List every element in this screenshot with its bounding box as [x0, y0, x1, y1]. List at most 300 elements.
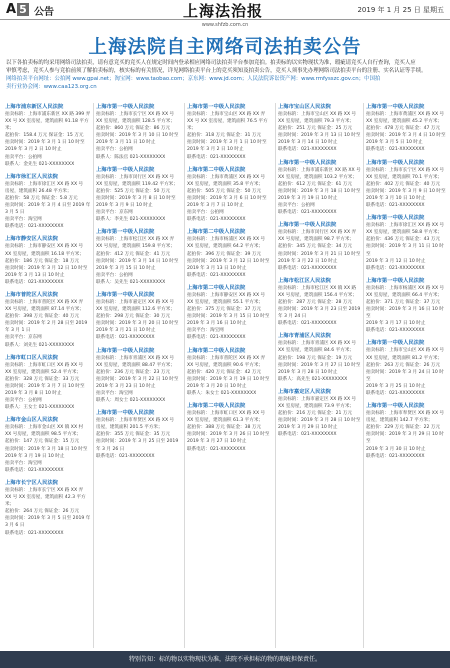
notice-body: [5, 243, 91, 286]
auction-notice: [5, 173, 91, 231]
auction-notice: [96, 347, 182, 405]
court-name: 上海市青浦区人民法院: [278, 333, 331, 340]
notice-line: 拍卖平台：公拍网: [96, 272, 133, 278]
website-url[interactable]: www.shfzb.com.cn: [201, 22, 249, 28]
notice-line: 拍卖平台：淘宝网: [5, 217, 42, 223]
notice-line: 起拍价：525 万元 保证金：50 万元: [96, 188, 171, 194]
notice-line: 拍卖时间：2019 年 3 月 10 日 10 时至: [96, 133, 179, 139]
notice-line: 2019 年 3 月 29 日 10 时止: [278, 425, 338, 431]
auction-notice: [278, 103, 364, 154]
auction-notice: [366, 159, 446, 210]
notice-line: XX 室房屋，建筑面积 55.1 平方米；: [187, 299, 264, 305]
court-name: 上海市第一中级人民法院: [96, 104, 155, 110]
notice-line: 2019 年 3 月 2 日 10 时止: [187, 147, 244, 153]
notice-body: [5, 111, 91, 168]
notice-line: 联系电话：021-XXXXXXXX: [5, 279, 64, 285]
notice-line: 联系电话：021-XXXXXXXX: [278, 432, 337, 438]
auction-notice: [5, 354, 91, 412]
notice-line: 拍卖时间：2019 年 3 月 7 日 10 时至: [5, 383, 85, 389]
notice-line: 起拍价：388 万元 保证金：38 万元: [187, 425, 262, 431]
notice-line: 拍卖时间：2019 年 3 月 8 日 10 时至: [96, 195, 176, 201]
notice-line: 起拍价：478 万元 保证金：47 万元: [366, 126, 441, 132]
notice-line: 拍卖标的：上海市宝山区 XX 路 XX 号: [278, 112, 357, 117]
notice-line: 拍卖时间：2019 年 3 月 6 日 10 时至: [187, 195, 267, 201]
notice-line: 拍卖时间：2019 年 3 月 1 日 10 时至: [187, 140, 267, 146]
notice-line: XX 室房屋，建筑面积 52.4 平方米；: [5, 369, 82, 375]
notice-line: 拍卖时间：2019 年 3 月 29 日 10 时至: [366, 432, 444, 445]
notice-body: [96, 174, 182, 224]
notice-line: XX 室房屋，建筑面积 79.3 平方米；: [278, 119, 355, 125]
notice-line: 联系电话：021-XXXXXXXX: [278, 265, 337, 271]
court-name: 上海市第一中级人民法院: [96, 291, 155, 298]
notice-body: [5, 362, 91, 412]
notice-line: 拍卖标的：上海市闵行区 XX 路 XX 号: [96, 174, 175, 180]
notice-line: 联系电话：021-XXXXXXXX: [366, 203, 425, 209]
auction-notice: [5, 416, 91, 474]
notice-line: 联系人：王女士 021-XXXXXXXX: [5, 405, 75, 411]
notice-line: XX 室房屋，建筑面积 35.8 平方米；: [187, 181, 264, 187]
court-name: 上海市第一中级人民法院: [187, 104, 246, 110]
court-name: 上海市虹口区人民法院: [5, 354, 58, 361]
notice-body: [366, 111, 446, 154]
notice-line: 起拍价：158.4 万元 保证金：15 万元: [5, 133, 84, 139]
notice-line: 拍卖标的：上海市长宁区 XX 路 XX 号: [96, 112, 175, 117]
page-letter: A: [6, 2, 17, 17]
notice-body: [5, 181, 91, 231]
notice-line: 起拍价：375 万元 保证金：37 万元: [187, 307, 262, 313]
notice-line: XX 号 XX 室房屋，建筑面积 42.3 平方米；: [5, 495, 86, 508]
notice-body: [5, 299, 91, 349]
notice-line: 拍卖标的：上海市松江区 XX 镇 XX 路: [278, 285, 357, 291]
notice-line: 拍卖标的：上海市青浦区 XX 路 XX 号: [96, 355, 175, 361]
notice-body: [278, 111, 364, 154]
notice-line: 起拍价：860 万元 保证金：86 万元: [96, 126, 171, 132]
court-name: 上海市宝山区人民法院: [278, 104, 331, 110]
notice-line: 起拍价：287 万元 保证金：28 万元: [278, 299, 353, 305]
notice-line: 拍卖时间：2019 年 3 月 12 日 10 时至: [187, 258, 270, 264]
footer-banner: 特别告知：标的物以实物现状为准，法院不承担标的物的瑕疵担保责任。: [0, 651, 450, 668]
notice-line: 拍卖标的：上海市杨浦区 XX 路 XX 号: [366, 285, 445, 291]
notice-line: 起拍价：58 万元 保证金：5.8 万元: [5, 195, 78, 201]
auction-notice: [96, 228, 182, 286]
notice-body: [5, 487, 91, 537]
notice-line: XX 号房屋，建筑面积 87.14 平方米；: [5, 307, 84, 313]
notice-line: 联系电话：021-XXXXXXXX: [278, 147, 337, 153]
notice-line: XX 室房屋，建筑面积 103.2 平方米；: [278, 174, 357, 180]
notice-line: 拍卖标的：上海市宝山区 XX 路 XX 号: [366, 348, 445, 354]
court-name: 上海市第一中级人民法院: [96, 229, 155, 236]
notice-line: 起拍价：264 万元 保证金：26 万元: [5, 509, 80, 515]
newspaper-masthead: 上海法治报: [182, 2, 263, 20]
notice-column-2: [96, 103, 182, 648]
notice-line: 拍卖时间：2019 年 3 月 16 日 10 时至: [366, 307, 444, 320]
notice-line: XX 号房屋，建筑面积 98.5 平方米；: [5, 432, 82, 438]
notice-line: 拍卖时间：2019 年 3 月 27 日 10 时至: [278, 362, 361, 368]
auction-notice: [187, 166, 273, 224]
court-name: 上海市第一中级人民法院: [366, 159, 425, 166]
notice-line: 起拍价：198 万元 保证金：19 万元: [278, 355, 353, 361]
notice-line: 起拍价：186 万元 保证金：18 万元: [5, 258, 80, 264]
auction-notice: [187, 347, 273, 398]
notice-line: 联系人：刘先生 021-XXXXXXXX: [5, 342, 75, 348]
notice-line: 拍卖时间：2019 年 3 月 19 日 10 时至: [187, 376, 270, 382]
notice-line: 拍卖标的：上海市普陀区 XX 路 XX 弄: [187, 355, 266, 361]
notice-line: XX 号 XX 室房屋，建筑面积 76.5 平方米；: [187, 119, 268, 132]
notice-line: 联系人：吴先生 021-XXXXXXXX: [96, 279, 166, 285]
notice-line: 拍卖时间：2019 年 3 月 18 日 10 时至: [5, 446, 88, 452]
notice-line: 起拍价：402 万元 保证金：40 万元: [366, 181, 441, 187]
intro-line: 网络拍卖平台网址：公拍网 www.gpai.net；淘宝网：www.taobao.com；京东网：www.jd.com；人民法院诉讼资产网：www.rmfysszc.gov.cn；中国拍: [6, 76, 381, 82]
notice-line: 拍卖时间：2019 年 3 月 25 日至 2019: [96, 439, 179, 445]
notice-line: 2019 年 3 月 10 日 10 时止: [366, 195, 426, 201]
notice-line: 2019 年 3 月 15 日 10 时止: [96, 265, 156, 271]
notice-line: 起拍价：298 万元 保证金：30 万元: [96, 314, 171, 320]
notice-line: XX 室房屋，建筑面积 112.6 平方米；: [96, 307, 175, 313]
notice-line: 联系电话：021-XXXXXXXX: [366, 265, 425, 271]
notice-body: [96, 417, 182, 460]
notice-line: 起拍价：328 万元 保证金：33 万元: [5, 376, 80, 382]
court-name: 上海市第二中级人民法院: [187, 347, 246, 354]
notice-line: 2019 年 3 月 30 日 10 时止: [366, 446, 426, 452]
notice-body: [187, 236, 273, 279]
notice-line: 拍卖标的：上海市静安区 XX 路 XX 号: [5, 244, 84, 250]
notice-line: 拍卖平台：公拍网: [5, 154, 42, 160]
notice-body: [187, 355, 273, 398]
column-divider: [93, 103, 94, 648]
notice-line: 拍卖平台：公拍网: [96, 147, 133, 153]
auction-notice: [366, 339, 446, 397]
page-header: [0, 0, 450, 20]
intro-line: 卖行业协会网：www.caa123.org.cn: [6, 84, 97, 90]
notice-line: 拍卖平台：公拍网: [5, 398, 42, 404]
notice-line: 起拍价：398 万元 保证金：40 万元: [5, 314, 80, 320]
court-name: 上海市第二中级人民法院: [187, 403, 246, 410]
notice-line: 拍卖平台：京东网: [5, 335, 42, 341]
notice-line: 拍卖时间：2019 年 3 月 11 日 10 时至: [366, 244, 444, 257]
notice-line: 拍卖时间：2019 年 3 月 28 日 10 时至: [278, 418, 361, 424]
notice-line: XX 室房屋，建筑面积 45.2 平方米；: [366, 119, 443, 125]
notice-body: [278, 340, 364, 383]
notice-line: 起拍价：216 万元 保证金：21 万元: [278, 411, 353, 417]
notice-line: 联系人：金先生 021-XXXXXXXX: [5, 161, 75, 167]
court-name: 上海市金山区人民法院: [5, 417, 58, 424]
column-divider: [184, 103, 185, 648]
court-name: 上海市松江区人民法院: [278, 277, 331, 284]
notice-line: 拍卖标的：上海市青浦区 XX 路 XX 号: [278, 341, 357, 347]
notice-line: 拍卖标的：上海市静安区 XX 路 XX 号: [187, 292, 266, 298]
notice-line: XX 室房屋，建筑面积 119.42 平方米；: [96, 181, 178, 187]
notice-column-4: [278, 103, 364, 648]
notice-line: 联系人：高先生 021-XXXXXXXX: [278, 376, 348, 382]
notice-line: 2019 年 3 月 13 日 10 时止: [187, 265, 247, 271]
notice-body: [96, 355, 182, 405]
notice-line: 2019 年 3 月 25 日 10 时止: [366, 383, 426, 389]
notice-line: 联系电话：021-XXXXXXXX: [187, 335, 246, 341]
notice-line: 拍卖时间：2019 年 3 月 24 日 10 时至: [366, 369, 444, 382]
court-name: 上海市第二中级人民法院: [187, 229, 246, 236]
notice-line: 拍卖平台：京东网: [96, 210, 133, 216]
notice-line: 联系人：李先生 021-XXXXXXXX: [96, 217, 166, 223]
notice-line: 联系电话：021-XXXXXXXX: [278, 210, 337, 216]
notice-line: 2019 年 3 月 19 日 10 时止: [278, 195, 338, 201]
notice-line: 拍卖平台：公拍网: [278, 203, 315, 209]
notice-line: 起拍价：436 万元 保证金：43 万元: [366, 237, 441, 243]
notice-line: 拍卖时间：2019 年 3 月 4 日 10 时至: [366, 133, 446, 139]
notice-line: 拍卖标的：上海市黄浦区 XX 路 XX 号: [366, 112, 445, 117]
court-name: 上海市第二中级人民法院: [187, 166, 246, 173]
court-name: 上海市第一中级人民法院: [366, 104, 425, 110]
notice-line: XX 室房屋，建筑面积 66.4 平方米；: [366, 292, 443, 298]
notice-line: 2019 年 3 月 17 日 10 时止: [366, 321, 426, 327]
notice-line: 2019 年 3 月 19 日 10 时止: [5, 453, 65, 459]
notice-line: 拍卖标的：上海市嘉定区 XX 路 XX 号: [96, 299, 175, 305]
notice-column-1: [5, 103, 91, 648]
court-name: 上海市第一中级人民法院: [96, 166, 155, 173]
notice-line: 起拍价：420 万元 保证金：42 万元: [187, 369, 262, 375]
notice-line: 房屋，建筑面积 26.48 平方米；: [5, 188, 72, 194]
notice-line: 拍卖标的：上海市杨浦区 XX 路 XX 号: [187, 237, 266, 243]
notice-line: 联系电话：021-XXXXXXXX: [187, 154, 246, 160]
court-name: 上海市第一中级人民法院: [96, 410, 155, 417]
notice-line: 起拍价：396 万元 保证金：39 万元: [187, 251, 262, 257]
notice-body: [278, 396, 364, 439]
notice-body: [96, 111, 182, 161]
auction-notice: [96, 103, 182, 161]
court-name: 上海市普陀区人民法院: [5, 291, 58, 298]
notice-line: 联系电话：021-XXXXXXXX: [96, 335, 155, 341]
notice-line: 拍卖平台：淘宝网: [96, 391, 133, 396]
notice-line: 2019 年 3 月 16 日 10 时止: [187, 321, 247, 327]
notice-line: 拍卖标的：上海市浦东新区 XX 路 399 弄: [5, 112, 91, 117]
notice-line: 起拍价：251 万元 保证金：25 万元: [278, 126, 353, 132]
court-name: 上海市第一中级人民法院: [278, 222, 337, 229]
page-num: 5: [19, 3, 27, 16]
notice-line: 3 月 6 日: [5, 523, 25, 529]
notice-body: [187, 410, 273, 453]
notice-line: XX 室房屋，建筑面积 128.5 平方米；: [96, 119, 175, 125]
page-number-badge: [6, 2, 29, 17]
auction-notice: [5, 103, 91, 168]
court-name: 上海市长宁区人民法院: [5, 479, 58, 486]
notice-line: 联系电话：021-XXXXXXXX: [5, 530, 64, 536]
court-name: 上海市第一中级人民法院: [366, 340, 425, 347]
section-name: 公告: [34, 7, 54, 18]
notice-body: [366, 285, 446, 335]
auction-notice: [187, 228, 273, 279]
auction-notice: [96, 409, 182, 460]
notice-body: [278, 167, 364, 217]
notice-body: [278, 285, 364, 328]
notice-line: 拍卖时间：2019 年 3 月 15 日 10 时至: [187, 314, 270, 320]
notice-line: 拍卖标的：上海市黄浦区 XX 路 XX 号: [187, 174, 266, 180]
notice-line: 拍卖时间：2019 年 2 月 28 日至 2019: [5, 321, 88, 327]
auction-notice: [366, 277, 446, 335]
notice-line: 拍卖标的：上海市奉贤区 XX 路 XX 号: [366, 411, 445, 417]
notice-column-5: [366, 103, 446, 648]
notice-line: 3 月 5 日: [5, 210, 25, 216]
notice-line: 拍卖时间：2019 年 3 月 1 日 10 时至: [5, 140, 85, 146]
notice-line: 联系电话：021-XXXXXXXX: [5, 467, 64, 473]
notice-line: XX 室房屋，建筑面积 70.1 平方米；: [366, 174, 443, 180]
notice-line: 联系电话：021-XXXXXXXX: [278, 321, 337, 327]
notice-line: 年 3 月 24 日: [278, 314, 307, 320]
court-name: 上海市第一中级人民法院: [96, 347, 155, 354]
notice-line: 2019 年 3 月 14 日 10 时止: [278, 140, 338, 146]
court-name: 上海市第二中级人民法院: [187, 284, 246, 291]
court-name: 上海市静安区人民法院: [5, 236, 58, 243]
notice-line: XX 室房屋，建筑面积 58.8 平方米；: [366, 230, 443, 236]
notice-line: 房屋，建筑面积 201.5 平方米；: [96, 425, 163, 431]
auction-notice: [278, 159, 364, 217]
notice-line: 起拍价：355 万元 保证金：35 万元: [96, 432, 171, 438]
notice-body: [366, 167, 446, 210]
notice-line: 联系电话：021-XXXXXXXX: [366, 147, 425, 153]
notice-line: 拍卖平台：公拍网: [187, 210, 224, 216]
column-divider: [275, 103, 276, 648]
intro-line: 审慎考虑，竞买人参与竞拍前须了解拍卖标的，核实标的有关情况，详见网络拍卖平台上的竞买须知及拍卖公告，竞买人须事先办理网络司法拍卖平台的注册、实名认证等手续。: [6, 68, 427, 74]
notice-line: 2019 年 3 月 5 日 10 时止: [366, 140, 423, 146]
notice-line: XX 室房屋，建筑面积 81.2 平方米；: [366, 355, 443, 361]
auction-notice: [278, 221, 364, 272]
notice-body: [187, 174, 273, 224]
notice-line: 起拍价：505 万元 保证金：50 万元: [187, 188, 262, 194]
notice-body: [366, 222, 446, 272]
auction-notice: [187, 402, 273, 453]
notice-line: 联系人：朱女士 021-XXXXXXXX: [187, 391, 257, 396]
notice-line: XX 号房屋，建筑面积 90.6 平方米；: [187, 362, 264, 368]
notice-line: 拍卖标的：上海市金山区 XX 镇 XX 村: [5, 425, 84, 431]
notice-body: [187, 111, 273, 161]
notice-line: 拍卖时间：2019 年 3 月 21 日 10 时至: [278, 251, 361, 257]
notice-line: XX 室房屋，建筑面积 88.47 平方米；: [96, 362, 175, 368]
notice-line: 联系电话：021-XXXXXXXX: [5, 224, 64, 230]
notice-body: [187, 292, 273, 342]
notice-line: XX 号房屋，建筑面积 159.8 平方米；: [96, 244, 175, 250]
court-name: 上海市徐汇区人民法院: [5, 173, 58, 180]
notice-line: 2019 年 3 月 23 日 10 时止: [96, 383, 156, 389]
notice-line: XX 号房屋，建筑面积 98.7 平方米；: [278, 237, 355, 243]
notice-line: XX 室房屋，建筑面积 84.6 平方米；: [278, 348, 355, 354]
notice-line: 联系电话：021-XXXXXXXX: [96, 453, 155, 459]
auction-notice: [5, 235, 91, 286]
notice-line: 起拍价：263 万元 保证金：26 万元: [366, 362, 441, 368]
notice-line: 拍卖标的：上海市长宁区 XX 路 XX 号: [366, 167, 445, 173]
notice-line: 拍卖时间：2019 年 3 月 22 日 10 时至: [96, 376, 179, 382]
auction-notice: [187, 103, 273, 161]
auction-notice: [278, 388, 364, 439]
notice-line: 起拍价：371 万元 保证金：37 万元: [366, 299, 441, 305]
auction-notice: [366, 214, 446, 272]
notice-line: 2019 年 3 月 12 日 10 时止: [366, 258, 426, 264]
notice-line: 2019 年 3 月 11 日 10 时止: [96, 140, 156, 146]
notice-line: 拍卖时间：2019 年 3 月 4 日至 2019 年: [5, 203, 91, 209]
notice-body: [96, 236, 182, 286]
auction-notice: [366, 402, 446, 460]
notice-line: XX 室房屋，建筑面积 16.18 平方米；: [5, 251, 84, 257]
notice-line: 联系人：陈法官 021-XXXXXXXX: [96, 154, 166, 160]
notice-line: 起拍价：612 万元 保证金：61 万元: [278, 181, 353, 187]
notice-line: 联系电话：021-XXXXXXXX: [187, 217, 246, 223]
notice-line: 拍卖标的：上海市徐汇区 XX 路 XX 号: [366, 223, 445, 229]
notice-line: 起拍价：236 万元 保证金：23 万元: [96, 369, 171, 375]
notice-body: [278, 229, 364, 272]
notice-line: XX 室房屋，建筑面积 61.3 平方米；: [187, 418, 264, 424]
auction-notice: [278, 332, 364, 383]
notice-line: XX 号 XX 室房屋，建筑面积 91.18 平方米；: [5, 119, 89, 132]
auction-notice: [5, 479, 91, 537]
notice-line: 2019 年 3 月 21 日 10 时止: [96, 328, 156, 334]
auction-notice: [187, 284, 273, 342]
notice-line: 拍卖时间：2019 年 3 月 14 日 10 时至: [96, 258, 179, 264]
notice-line: 拍卖标的：上海市闵行区 XX 路 XX 弄: [278, 230, 357, 236]
notice-line: XX 室房屋，建筑面积 73.9 平方米；: [278, 404, 355, 409]
notice-line: 起拍价：147 万元 保证金：15 万元: [5, 439, 80, 445]
notice-line: 拍卖标的：上海市虹口区 XX 路 XX 号: [5, 362, 84, 368]
notice-line: 拍卖时间：2019 年 3 月 18 日 10 时至: [278, 188, 361, 194]
edition-date: 2019 年 1 月 25 日 星期五: [357, 6, 444, 14]
notice-body: [366, 347, 446, 397]
notice-line: 起拍价：318 万元 保证金：31 万元: [187, 133, 262, 139]
notice-body: [366, 410, 446, 460]
notice-line: 拍卖标的：上海市松江区 XX 路 XX 弄: [96, 237, 175, 243]
notice-line: 联系电话：021-XXXXXXXX: [366, 453, 425, 459]
page-title: 上海法院自主网络司法拍卖公告: [88, 37, 362, 58]
notice-line: 拍卖平台：淘宝网: [5, 460, 42, 466]
intro-paragraph: [6, 59, 446, 91]
notice-line: 拍卖时间：2019 年 3 月 20 日 10 时至: [96, 321, 179, 327]
notice-line: 起拍价：345 万元 保证金：34 万元: [278, 244, 353, 250]
notice-line: 拍卖平台：淘宝网: [187, 328, 224, 334]
court-name: 上海市第一中级人民法院: [366, 277, 425, 284]
auction-notice: [366, 103, 446, 154]
notice-line: 2019 年 3 月 2 日 10 时止: [5, 147, 62, 153]
notice-line: XX 号房屋，建筑面积 156.4 平方米；: [278, 292, 357, 298]
auction-notice: [96, 166, 182, 224]
notice-line: 拍卖时间：2019 年 3 月 23 日至 2019: [278, 307, 361, 313]
notice-line: 2019 年 3 月 27 日 10 时止: [187, 439, 247, 445]
court-name: 上海市第一中级人民法院: [278, 159, 337, 166]
notice-line: 拍卖标的：上海市嘉定区 XX 路 XX 号: [278, 396, 357, 402]
notice-line: 拍卖标的：上海市浦东新区 XX 路 XX 号: [278, 167, 361, 173]
notice-line: 拍卖时间：2019 年 3 月 9 日 10 时至: [366, 188, 446, 194]
notice-line: 拍卖标的：上海市虹口区 XX 路 XX 号: [187, 411, 266, 417]
notice-body: [5, 424, 91, 474]
notice-line: 2019 年 3 月 20 日 10 时止: [187, 383, 247, 389]
court-name: 上海市浦东新区人民法院: [5, 104, 64, 110]
notice-line: 起拍价：229 万元 保证金：22 万元: [366, 425, 441, 431]
notice-line: 拍卖时间：2019 年 3 月 5 日至 2019 年: [5, 516, 91, 522]
court-name: 上海市第一中级人民法院: [366, 215, 425, 222]
notice-line: 拍卖标的：上海市奉贤区 XX 路 XX 号: [96, 418, 175, 424]
notice-line: 拍卖标的：上海市普陀区 XX 路 XX 弄: [5, 299, 84, 305]
notice-line: 联系电话：021-XXXXXXXX: [187, 446, 246, 452]
auction-notice: [5, 291, 91, 349]
court-name: 上海市嘉定区人民法院: [278, 388, 331, 395]
notice-line: 2019 年 3 月 22 日 10 时止: [278, 258, 338, 264]
intro-line: 以下各拍卖标的均采用网络司法拍卖，请有意竞买的竞买人在规定时间内登录相应网络司法拍卖平台参加竞拍。拍卖标的以实物现状为准，瑕疵请竞买人自行查询，竞买人应: [6, 60, 416, 66]
notice-line: 联系电话：021-XXXXXXXX: [187, 272, 246, 278]
auction-notice: [278, 277, 364, 328]
notice-body: [96, 299, 182, 342]
notice-line: 拍卖标的：上海市长宁区 XX 路 XX 弄: [5, 487, 84, 493]
notice-line: 2019 年 3 月 8 日 10 时止: [5, 391, 62, 396]
notice-line: 拍卖标的：上海市徐汇区 XX 路 XX 号: [5, 181, 84, 187]
notice-line: 2019 年 3 月 28 日 10 时止: [278, 369, 338, 375]
notice-column-3: [187, 103, 273, 648]
notice-line: 2019 年 3 月 13 日 10 时止: [5, 272, 65, 278]
notice-line: 年 3 月 26 日: [96, 446, 125, 452]
notice-line: 拍卖时间：2019 年 3 月 26 日 10 时至: [187, 432, 270, 438]
